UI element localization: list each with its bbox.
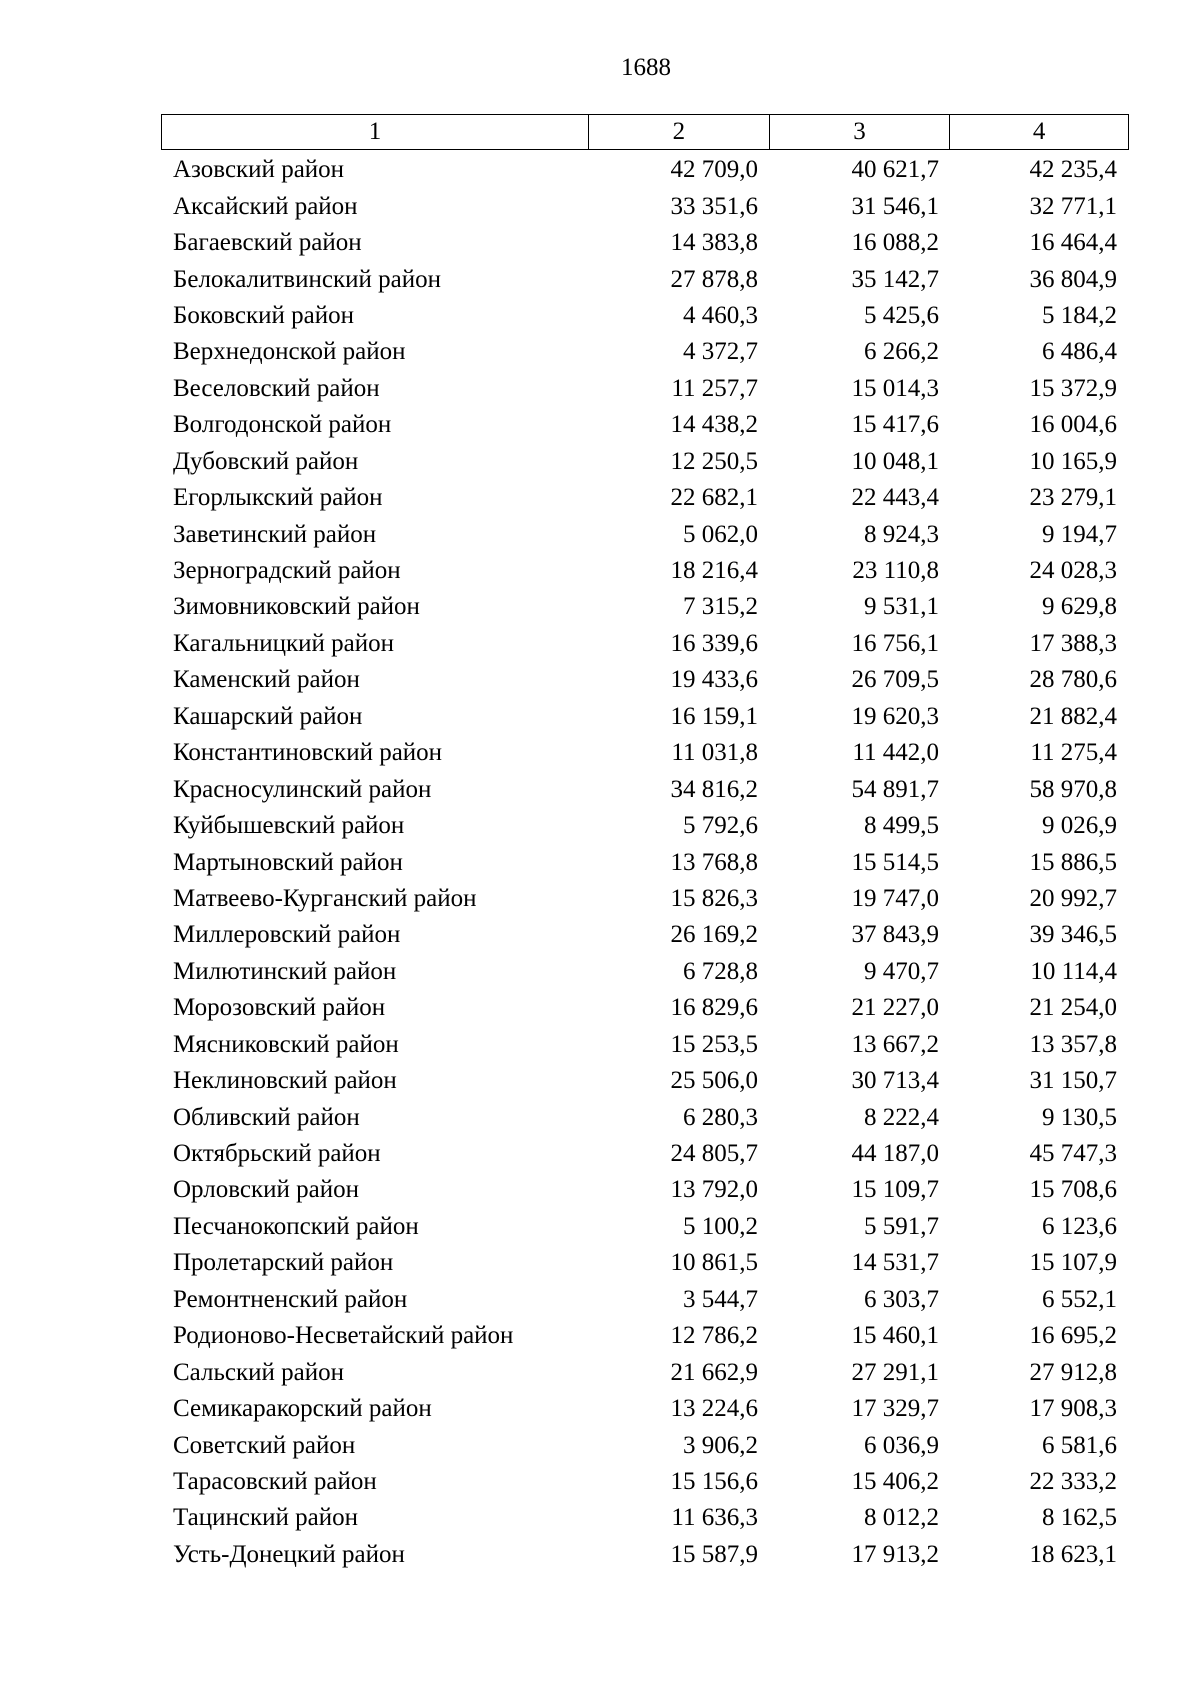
table-row xyxy=(161,298,1129,334)
value-col-4: 11 275,4 xyxy=(1030,739,1117,767)
value-col-3: 22 443,4 xyxy=(851,484,939,512)
value-col-2: 16 159,1 xyxy=(670,702,758,730)
value-col-4: 9 026,9 xyxy=(1042,812,1117,840)
value-col-4: 17 908,3 xyxy=(1029,1395,1117,1423)
header-cell-3: 3 xyxy=(770,115,951,149)
district-name: Кашарский район xyxy=(173,702,363,730)
value-col-4: 6 123,6 xyxy=(1042,1212,1117,1240)
table-row xyxy=(161,1172,1129,1208)
value-col-4: 6 552,1 xyxy=(1042,1285,1117,1313)
value-col-3: 15 514,5 xyxy=(851,848,939,876)
value-col-2: 12 250,5 xyxy=(670,447,758,475)
value-col-3: 17 913,2 xyxy=(851,1540,939,1568)
value-col-2: 3 544,7 xyxy=(683,1285,758,1313)
value-col-2: 3 906,2 xyxy=(683,1431,758,1459)
value-col-2: 22 682,1 xyxy=(670,484,758,512)
district-name: Аксайский район xyxy=(173,192,358,220)
value-col-2: 6 280,3 xyxy=(683,1103,758,1131)
district-name: Зимовниковский район xyxy=(173,593,420,621)
value-col-4: 39 346,5 xyxy=(1029,921,1117,949)
value-col-2: 21 662,9 xyxy=(670,1358,758,1386)
district-name: Песчанокопский район xyxy=(173,1212,419,1240)
value-col-3: 14 531,7 xyxy=(851,1249,939,1277)
table-row xyxy=(161,480,1129,516)
value-col-4: 15 372,9 xyxy=(1029,374,1117,402)
value-col-2: 11 636,3 xyxy=(671,1504,758,1532)
value-col-2: 5 100,2 xyxy=(683,1212,758,1240)
value-col-4: 23 279,1 xyxy=(1029,484,1117,512)
value-col-4: 9 194,7 xyxy=(1042,520,1117,548)
district-name: Волгодонской район xyxy=(173,411,392,439)
table-row xyxy=(161,188,1129,224)
value-col-2: 15 826,3 xyxy=(670,884,758,912)
value-col-4: 32 771,1 xyxy=(1029,192,1117,220)
district-name: Октябрьский район xyxy=(173,1140,381,1168)
value-col-4: 5 184,2 xyxy=(1042,301,1117,329)
table-row xyxy=(161,771,1129,807)
value-col-3: 5 425,6 xyxy=(864,301,939,329)
district-name: Ремонтненский район xyxy=(173,1285,408,1313)
value-col-4: 9 130,5 xyxy=(1042,1103,1117,1131)
value-col-3: 10 048,1 xyxy=(851,447,939,475)
value-col-4: 16 004,6 xyxy=(1029,411,1117,439)
district-name: Морозовский район xyxy=(173,994,386,1022)
value-col-2: 19 433,6 xyxy=(670,666,758,694)
district-name: Родионово-Несветайский район xyxy=(173,1322,514,1350)
value-col-3: 30 713,4 xyxy=(851,1067,939,1095)
district-name: Егорлыкский район xyxy=(173,484,383,512)
table-row xyxy=(161,589,1129,625)
district-name: Усть-Донецкий район xyxy=(173,1540,405,1568)
value-col-3: 8 924,3 xyxy=(864,520,939,548)
value-col-3: 6 266,2 xyxy=(864,338,939,366)
value-col-2: 26 169,2 xyxy=(670,921,758,949)
value-col-2: 13 224,6 xyxy=(670,1395,758,1423)
district-name: Куйбышевский район xyxy=(173,812,405,840)
value-col-2: 5 792,6 xyxy=(683,812,758,840)
table-body xyxy=(161,152,1129,1573)
table-row xyxy=(161,444,1129,480)
district-name: Тацинский район xyxy=(173,1504,358,1532)
value-col-2: 15 587,9 xyxy=(670,1540,758,1568)
value-col-3: 5 591,7 xyxy=(864,1212,939,1240)
value-col-4: 24 028,3 xyxy=(1029,557,1117,585)
value-col-4: 16 695,2 xyxy=(1029,1322,1117,1350)
value-col-3: 16 756,1 xyxy=(851,629,939,657)
value-col-2: 6 728,8 xyxy=(683,957,758,985)
value-col-3: 54 891,7 xyxy=(851,775,939,803)
table-row xyxy=(161,261,1129,297)
table-row xyxy=(161,1099,1129,1135)
value-col-2: 42 709,0 xyxy=(670,156,758,184)
value-col-3: 16 088,2 xyxy=(851,229,939,257)
table-row xyxy=(161,152,1129,188)
value-col-3: 27 291,1 xyxy=(851,1358,939,1386)
district-name: Орловский район xyxy=(173,1176,359,1204)
table-row xyxy=(161,881,1129,917)
value-col-4: 15 107,9 xyxy=(1029,1249,1117,1277)
value-col-4: 13 357,8 xyxy=(1029,1030,1117,1058)
district-name: Веселовский район xyxy=(173,374,380,402)
header-cell-2: 2 xyxy=(589,115,770,149)
value-col-4: 28 780,6 xyxy=(1029,666,1117,694)
table-header xyxy=(161,114,1129,150)
value-col-4: 21 254,0 xyxy=(1029,994,1117,1022)
district-name: Дубовский район xyxy=(173,447,359,475)
district-name: Тарасовский район xyxy=(173,1467,377,1495)
table-row xyxy=(161,990,1129,1026)
value-col-2: 24 805,7 xyxy=(670,1140,758,1168)
table-row xyxy=(161,1136,1129,1172)
table-row xyxy=(161,844,1129,880)
value-col-4: 15 886,5 xyxy=(1029,848,1117,876)
value-col-2: 12 786,2 xyxy=(670,1322,758,1350)
value-col-3: 37 843,9 xyxy=(851,921,939,949)
value-col-3: 8 012,2 xyxy=(864,1504,939,1532)
value-col-2: 16 829,6 xyxy=(670,994,758,1022)
value-col-4: 17 388,3 xyxy=(1029,629,1117,657)
page-number: 1688 xyxy=(621,54,671,81)
value-col-2: 25 506,0 xyxy=(670,1067,758,1095)
value-col-4: 20 992,7 xyxy=(1029,884,1117,912)
value-col-3: 35 142,7 xyxy=(851,265,939,293)
value-col-3: 17 329,7 xyxy=(851,1395,939,1423)
district-name: Верхнедонской район xyxy=(173,338,406,366)
value-col-2: 4 372,7 xyxy=(683,338,758,366)
table-row xyxy=(161,699,1129,735)
value-col-2: 33 351,6 xyxy=(670,192,758,220)
district-name: Мартыновский район xyxy=(173,848,403,876)
district-name: Сальский район xyxy=(173,1358,344,1386)
value-col-3: 6 303,7 xyxy=(864,1285,939,1313)
district-name: Белокалитвинский район xyxy=(173,265,441,293)
value-col-3: 15 406,2 xyxy=(851,1467,939,1495)
value-col-3: 13 667,2 xyxy=(851,1030,939,1058)
value-col-4: 31 150,7 xyxy=(1029,1067,1117,1095)
value-col-3: 11 442,0 xyxy=(852,739,939,767)
value-col-3: 6 036,9 xyxy=(864,1431,939,1459)
value-col-2: 27 878,8 xyxy=(670,265,758,293)
value-col-3: 15 417,6 xyxy=(851,411,939,439)
value-col-4: 16 464,4 xyxy=(1029,229,1117,257)
value-col-4: 10 165,9 xyxy=(1029,447,1117,475)
table-row xyxy=(161,1209,1129,1245)
value-col-2: 13 792,0 xyxy=(670,1176,758,1204)
value-col-3: 21 227,0 xyxy=(851,994,939,1022)
value-col-4: 8 162,5 xyxy=(1042,1504,1117,1532)
district-name: Обливский район xyxy=(173,1103,360,1131)
table-row xyxy=(161,954,1129,990)
table-row xyxy=(161,1282,1129,1318)
value-col-2: 7 315,2 xyxy=(683,593,758,621)
table-row xyxy=(161,626,1129,662)
value-col-3: 31 546,1 xyxy=(851,192,939,220)
value-col-2: 15 156,6 xyxy=(670,1467,758,1495)
value-col-4: 6 581,6 xyxy=(1042,1431,1117,1459)
header-cell-4: 4 xyxy=(1032,118,1046,145)
table-row xyxy=(161,1391,1129,1427)
table-row xyxy=(161,662,1129,698)
value-col-3: 9 470,7 xyxy=(864,957,939,985)
value-col-2: 15 253,5 xyxy=(670,1030,758,1058)
table-row xyxy=(161,1537,1129,1573)
value-col-4: 22 333,2 xyxy=(1029,1467,1117,1495)
table-row xyxy=(161,516,1129,552)
table-row xyxy=(161,808,1129,844)
value-col-3: 15 109,7 xyxy=(851,1176,939,1204)
value-col-4: 36 804,9 xyxy=(1029,265,1117,293)
table-row xyxy=(161,735,1129,771)
value-col-2: 18 216,4 xyxy=(670,557,758,585)
value-col-2: 13 768,8 xyxy=(670,848,758,876)
table-row xyxy=(161,1063,1129,1099)
value-col-4: 45 747,3 xyxy=(1029,1140,1117,1168)
value-col-3: 44 187,0 xyxy=(851,1140,939,1168)
value-col-4: 27 912,8 xyxy=(1029,1358,1117,1386)
table-row xyxy=(161,1427,1129,1463)
table-row xyxy=(161,1318,1129,1354)
value-col-4: 58 970,8 xyxy=(1029,775,1117,803)
district-name: Мясниковский район xyxy=(173,1030,399,1058)
value-col-3: 26 709,5 xyxy=(851,666,939,694)
district-name: Боковский район xyxy=(173,301,354,329)
value-col-3: 23 110,8 xyxy=(852,557,939,585)
value-col-2: 14 383,8 xyxy=(670,229,758,257)
value-col-4: 6 486,4 xyxy=(1042,338,1117,366)
value-col-3: 40 621,7 xyxy=(851,156,939,184)
district-name: Константиновский район xyxy=(173,739,443,767)
district-name: Пролетарский район xyxy=(173,1249,394,1277)
district-name: Семикаракорский район xyxy=(173,1395,432,1423)
value-col-3: 19 620,3 xyxy=(851,702,939,730)
table-row xyxy=(161,371,1129,407)
table-row xyxy=(161,917,1129,953)
table-row xyxy=(161,553,1129,589)
table-row xyxy=(161,1464,1129,1500)
district-name: Зерноградский район xyxy=(173,557,401,585)
district-name: Миллеровский район xyxy=(173,921,401,949)
value-col-2: 10 861,5 xyxy=(670,1249,758,1277)
table-row xyxy=(161,334,1129,370)
value-col-2: 14 438,2 xyxy=(670,411,758,439)
district-name: Неклиновский район xyxy=(173,1067,397,1095)
value-col-2: 16 339,6 xyxy=(670,629,758,657)
district-name: Красносулинский район xyxy=(173,775,432,803)
district-name: Матвеево-Курганский район xyxy=(173,884,477,912)
value-col-2: 11 031,8 xyxy=(671,739,758,767)
table-row xyxy=(161,1354,1129,1390)
district-name: Милютинский район xyxy=(173,957,397,985)
header-cell-1: 1 xyxy=(162,115,589,149)
value-col-3: 19 747,0 xyxy=(851,884,939,912)
value-col-3: 15 460,1 xyxy=(851,1322,939,1350)
value-col-3: 9 531,1 xyxy=(864,593,939,621)
value-col-4: 15 708,6 xyxy=(1029,1176,1117,1204)
value-col-3: 8 222,4 xyxy=(864,1103,939,1131)
table-row xyxy=(161,225,1129,261)
table-row xyxy=(161,407,1129,443)
value-col-2: 11 257,7 xyxy=(671,374,758,402)
district-name: Кагальницкий район xyxy=(173,629,395,657)
value-col-4: 18 623,1 xyxy=(1029,1540,1117,1568)
district-name: Советский район xyxy=(173,1431,356,1459)
value-col-2: 4 460,3 xyxy=(683,301,758,329)
table-row xyxy=(161,1245,1129,1281)
value-col-3: 8 499,5 xyxy=(864,812,939,840)
value-col-4: 10 114,4 xyxy=(1030,957,1117,985)
value-col-4: 21 882,4 xyxy=(1029,702,1117,730)
district-name: Азовский район xyxy=(173,156,345,184)
table-row xyxy=(161,1500,1129,1536)
district-name: Багаевский район xyxy=(173,229,362,257)
district-name: Каменский район xyxy=(173,666,360,694)
value-col-4: 9 629,8 xyxy=(1042,593,1117,621)
value-col-4: 42 235,4 xyxy=(1029,156,1117,184)
value-col-3: 15 014,3 xyxy=(851,374,939,402)
district-name: Заветинский район xyxy=(173,520,377,548)
table-row xyxy=(161,1027,1129,1063)
value-col-2: 34 816,2 xyxy=(670,775,758,803)
value-col-2: 5 062,0 xyxy=(683,520,758,548)
